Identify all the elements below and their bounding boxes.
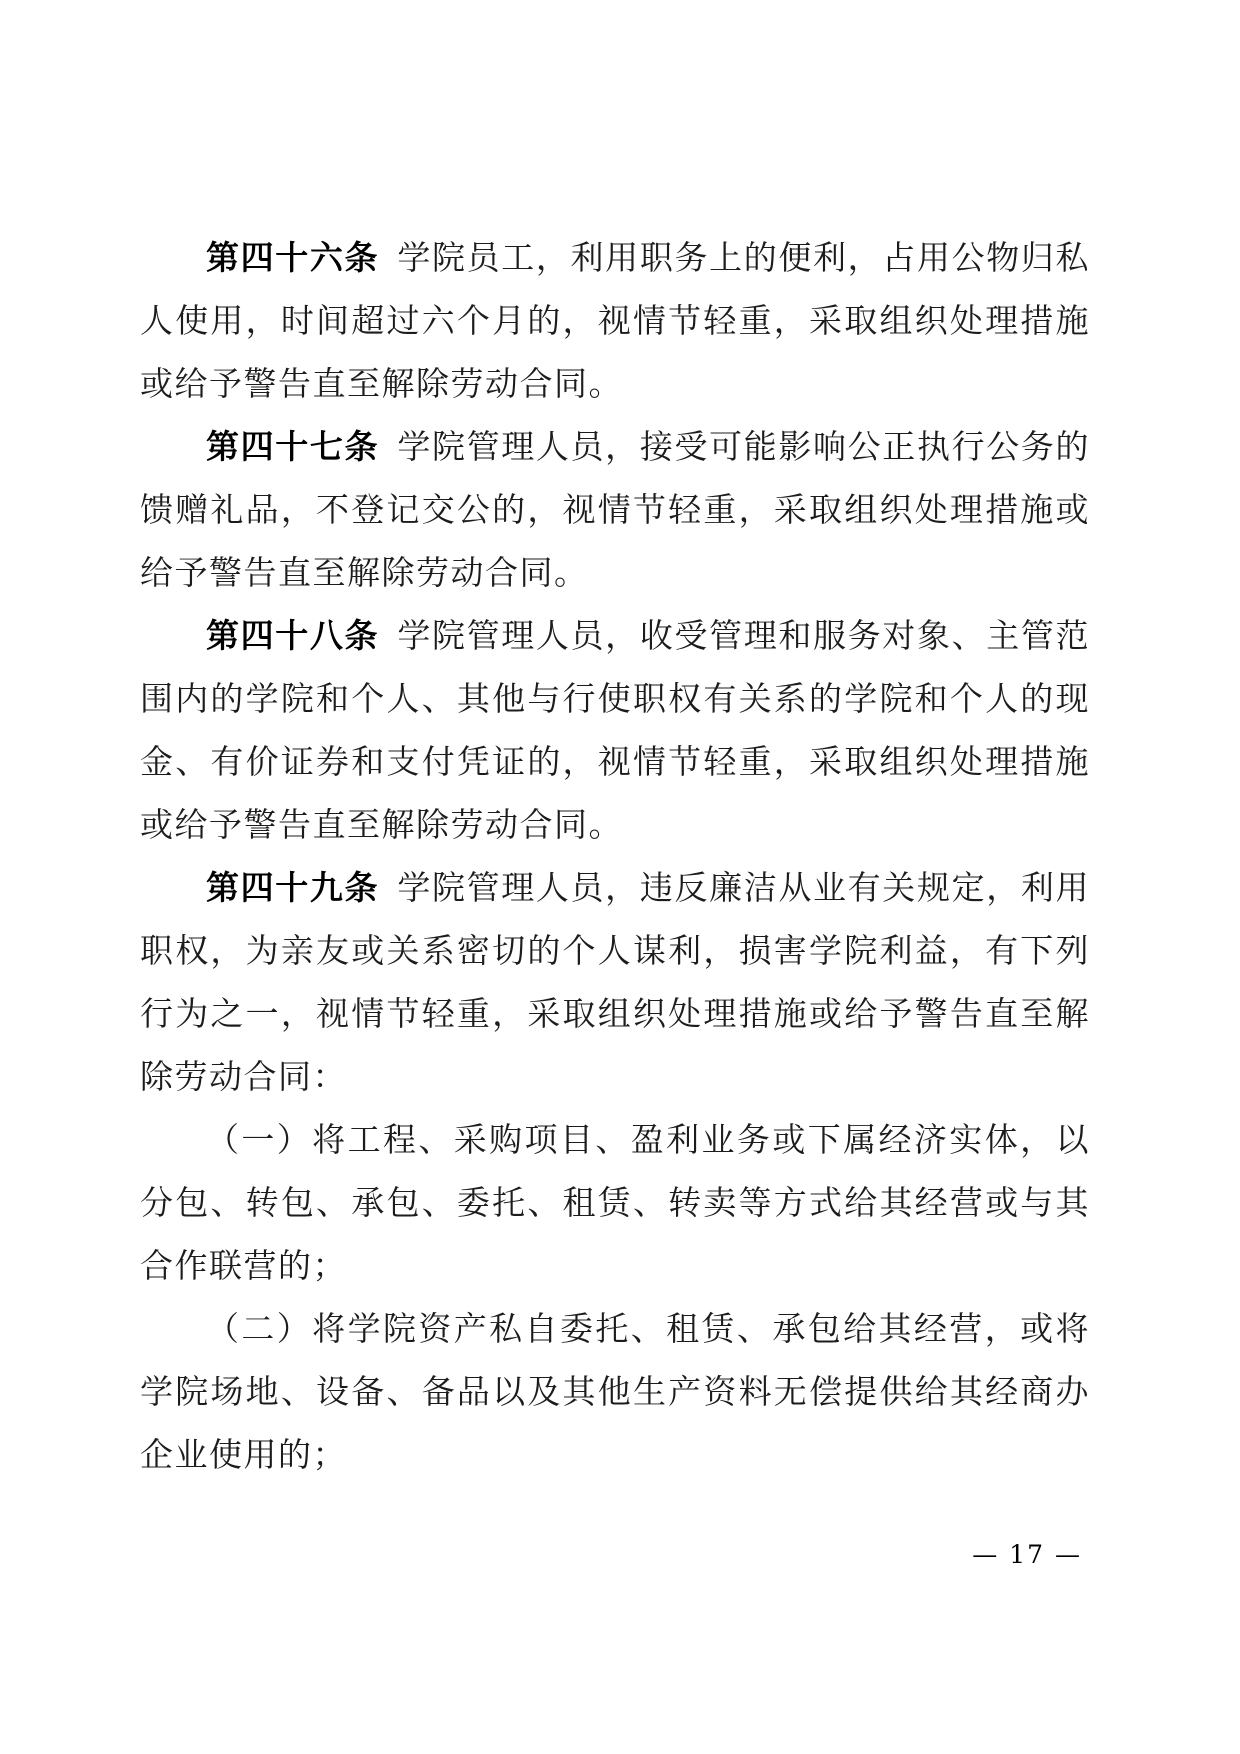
article-47-text: 学院管理人员，接受可能影响公正执行公务的馈赠礼品，不登记交公的，视情节轻重，采取组织处理措施或给予警告直至解除劳动合同。 bbox=[140, 427, 1091, 592]
paragraph-article-49 bbox=[140, 856, 1090, 1108]
article-47-number: 第四十七条 bbox=[206, 427, 380, 466]
article-48-text: 学院管理人员，收受管理和服务对象、主管范围内的学院和个人、其他与行使职权有关系的学院和个人的现金、有价证券和支付凭证的，视情节轻重，采取组织处理措施或给予警告直至解除劳动合同。 bbox=[140, 616, 1091, 844]
document-body bbox=[140, 226, 1090, 1486]
paragraph-article-48 bbox=[140, 604, 1090, 856]
article-48-number: 第四十八条 bbox=[206, 616, 380, 655]
paragraph-article-46 bbox=[140, 226, 1090, 415]
article-49-number: 第四十九条 bbox=[206, 868, 380, 907]
paragraph-article-47 bbox=[140, 415, 1090, 604]
paragraph-item-2 bbox=[140, 1297, 1090, 1486]
page-number: — 17 — bbox=[972, 1540, 1082, 1569]
item-2-text: （二）将学院资产私自委托、租赁、承包给其经营，或将学院场地、设备、备品以及其他生产资料无偿提供给其经商办企业使用的； bbox=[140, 1309, 1090, 1474]
article-46-number: 第四十六条 bbox=[206, 238, 380, 277]
item-1-text: （一）将工程、采购项目、盈利业务或下属经济实体，以分包、转包、承包、委托、租赁、转卖等方式给其经营或与其合作联营的； bbox=[140, 1120, 1090, 1285]
paragraph-item-1 bbox=[140, 1108, 1090, 1297]
article-46-text: 学院员工，利用职务上的便利，占用公物归私人使用，时间超过六个月的，视情节轻重，采取组织处理措施或给予警告直至解除劳动合同。 bbox=[140, 238, 1091, 403]
article-49-text: 学院管理人员，违反廉洁从业有关规定，利用职权，为亲友或关系密切的个人谋利，损害学院利益，有下列行为之一，视情节轻重，采取组织处理措施或给予警告直至解除劳动合同： bbox=[140, 868, 1091, 1096]
